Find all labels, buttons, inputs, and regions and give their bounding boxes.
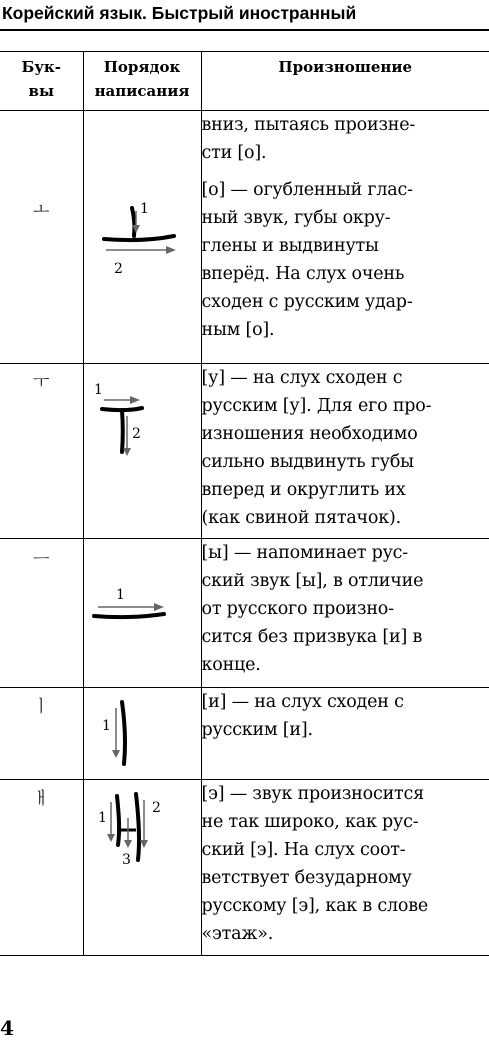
- stroke-number: 3: [121, 852, 131, 868]
- letter-cell: [0, 111, 83, 364]
- stroke-diagram-u: [84, 364, 202, 538]
- stroke-diagram-o: [84, 111, 202, 363]
- stroke-order-cell: [83, 780, 201, 956]
- stroke-order-cell: [83, 539, 201, 688]
- stroke-number: 2: [131, 426, 141, 442]
- pronunciation-text: [ы] — напоминает рус- ский звук [ы], в отличие от русского произно- сится без призвука [и] в конце.: [201, 543, 424, 675]
- letter-cell: [0, 539, 83, 688]
- pronunciation-text: [и] — на слух сходен с русским [и].: [201, 692, 404, 740]
- stroke-number: 2: [113, 261, 123, 277]
- pronunciation-cell: [201, 364, 489, 539]
- letter-glyph: ㅣ: [33, 697, 50, 717]
- pronunciation-text: [о] — огубленный глас- ный звук, губы окру- глены и выдвинуты вперёд. На слух очень сходен с русским удар- ным [о].: [201, 180, 413, 340]
- page-number: 4: [0, 1016, 14, 1040]
- stroke-order-cell: [83, 111, 201, 364]
- letter-cell: [0, 688, 83, 780]
- letter-glyph: ㅜ: [33, 373, 50, 393]
- stroke-number: 1: [115, 587, 125, 603]
- stroke-number: 2: [151, 800, 161, 816]
- pronunciation-cell: [201, 539, 489, 688]
- stroke-number: 1: [101, 718, 111, 734]
- stroke-number: 1: [97, 810, 107, 826]
- header-rule: [0, 29, 489, 31]
- letter-cell: [0, 780, 83, 956]
- stroke-diagram-eu: [84, 539, 202, 687]
- table-row: [0, 539, 489, 688]
- pronunciation-cell: [201, 688, 489, 780]
- running-header: Корейский язык. Быстрый иностранный: [2, 3, 357, 23]
- stroke-diagram-i: [84, 688, 202, 779]
- letter-cell: [0, 364, 83, 539]
- table-row: [0, 780, 489, 956]
- stroke-diagram-ae: [84, 780, 202, 955]
- col-header-pronunciation: Произношение: [201, 52, 489, 111]
- letter-glyph: ㅡ: [33, 550, 50, 570]
- table-row: [0, 688, 489, 780]
- stroke-number: 1: [139, 201, 149, 217]
- stroke-order-cell: [83, 688, 201, 780]
- table-row: [0, 364, 489, 539]
- letter-glyph: ㅗ: [33, 200, 50, 220]
- pronunciation-cell: [201, 780, 489, 956]
- pronunciation-text: [у] — на слух сходен с русским [у]. Для его про- изношения необходимо сильно выдвинуть губы вперед и округлить их (как свиной пятачок).: [201, 368, 432, 528]
- stroke-number: 1: [93, 382, 103, 398]
- table-row: [0, 111, 489, 364]
- table-header-row: [0, 52, 489, 111]
- stroke-order-cell: [83, 364, 201, 539]
- pronunciation-text: вниз, пытаясь произне- сти [о].: [201, 115, 416, 163]
- col-header-stroke-order: Порядок написания: [83, 52, 201, 111]
- letter-glyph: ㅐ: [33, 789, 50, 809]
- pronunciation-cell: [201, 111, 489, 364]
- col-header-letters: Бук- вы: [0, 52, 83, 111]
- pronunciation-text: [э] — звук произносится не так широко, как рус- ский [э]. На слух соот- ветствует безударному русскому [э], как в слове «этаж».: [201, 784, 429, 944]
- hangul-vowels-table: [0, 51, 489, 956]
